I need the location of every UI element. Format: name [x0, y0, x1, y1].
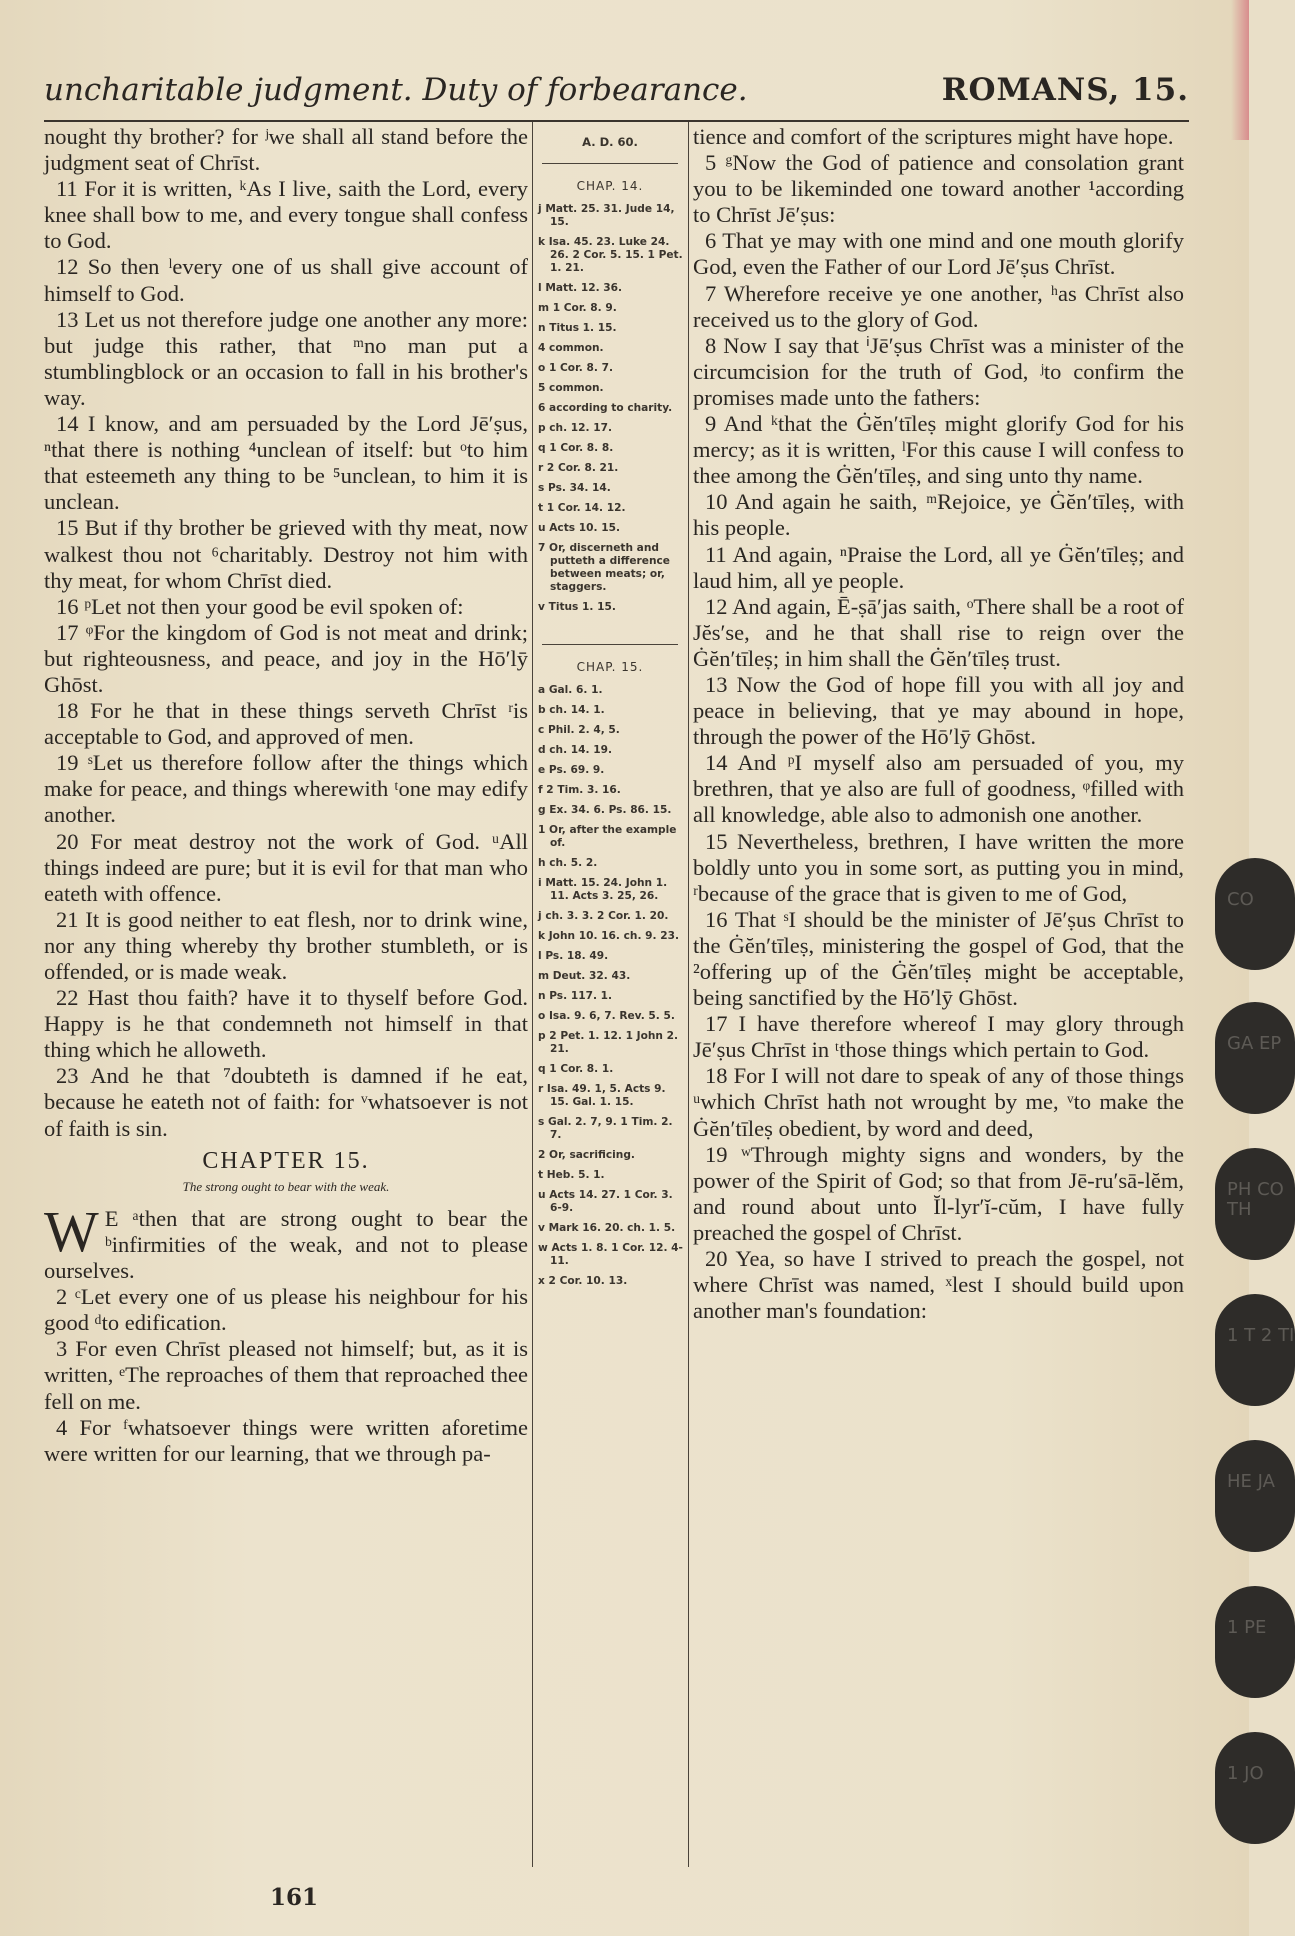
- chapter-14-references: [536, 203, 684, 614]
- verse: 12 So then ˡevery one of us shall give account of himself to God.: [44, 254, 528, 306]
- cross-reference: l Matt. 12. 36.: [538, 282, 623, 294]
- verse: 14 I know, and am persuaded by the Lord Jē′ṣus, ⁿthat there is nothing ⁴unclean of itself: but ᵒto him that esteemeth any thing to be ⁵unclean, to him it is unclean.: [44, 411, 528, 515]
- cross-reference: w Acts 1. 8. 1 Cor. 12. 4-11.: [538, 1242, 683, 1267]
- page-number: 161: [270, 1884, 319, 1911]
- verse: 18 For he that in these things serveth Chrīst ʳis acceptable to God, and approved of men.: [44, 698, 528, 750]
- cross-reference: k Isa. 45. 23. Luke 24. 26. 2 Cor. 5. 15. 1 Pet. 1. 21.: [538, 236, 683, 274]
- cross-reference: m 1 Cor. 8. 9.: [538, 302, 617, 314]
- cross-reference: e Ps. 69. 9.: [538, 764, 605, 776]
- verse: 2 ᶜLet every one of us please his neighbour for his good ᵈto edification.: [44, 1284, 528, 1336]
- thumb-tab-label: 1 JO: [1227, 1763, 1264, 1784]
- verse: 19 ʷThrough mighty signs and wonders, by the power of the Spirit of God; so that from Jē-ru′sā-lĕm, and round about unto Ĭl-lyr′ĭ-cŭm, I have fully preached the gospel of Chrīst.: [693, 1141, 1184, 1245]
- cross-reference: 2 Or, sacrificing.: [538, 1149, 635, 1161]
- column-divider-left: [532, 122, 533, 1867]
- cross-reference: t 1 Cor. 14. 12.: [538, 502, 626, 514]
- thumb-tab-label: 1 T 2 TI: [1227, 1325, 1295, 1346]
- verse: 17 I have therefore whereof I may glory through Jē′ṣus Chrīst in ᵗthose things which pertain to God.: [693, 1011, 1184, 1063]
- header-book-chapter: ROMANS, 15.: [941, 72, 1189, 108]
- verse: 21 It is good neither to eat flesh, nor to drink wine, nor any thing whereby thy brother stumbleth, or is offended, or is made weak.: [44, 906, 528, 984]
- cross-reference: s Ps. 34. 14.: [538, 482, 611, 494]
- reference-chapter-label: CHAP. 14.: [576, 179, 644, 193]
- verse: 5 ᵍNow the God of patience and consolation grant you to be likeminded one toward another ¹according to Chrīst Jē′ṣus:: [693, 150, 1184, 228]
- verse: 16 That ˢI should be the minister of Jē′ṣus Chrīst to the Ġĕn′tīleṣ, ministering the gospel of God, that the ²offering up of the Ġĕn′tīleṣ might be acceptable, being sanctified by the Hō′lȳ Ghōst.: [693, 906, 1184, 1011]
- running-header: [44, 72, 1189, 118]
- thumb-tab-label: GA EP: [1227, 1033, 1282, 1054]
- thumb-index-tab[interactable]: [1215, 1148, 1295, 1260]
- verse: nought thy brother? for ʲwe shall all stand before the judgment seat of Chrīst.: [44, 124, 528, 176]
- verse: 19 ˢLet us therefore follow after the things which make for peace, and things wherewith ᵗone may edify another.: [44, 750, 528, 828]
- verse: 16 ᵖLet not then your good be evil spoken of:: [56, 593, 464, 619]
- cross-reference: d ch. 14. 19.: [538, 744, 613, 756]
- reference-chapter-label: CHAP. 15.: [576, 660, 644, 674]
- cross-reference: v Mark 16. 20. ch. 1. 5.: [538, 1222, 676, 1234]
- cross-reference: h ch. 5. 2.: [538, 857, 598, 869]
- cross-reference: u Acts 10. 15.: [538, 522, 620, 534]
- thumb-index-tab[interactable]: [1215, 858, 1295, 970]
- header-topic: uncharitable judgment. Duty of forbearance.: [44, 72, 748, 108]
- cross-reference: n Ps. 117. 1.: [538, 990, 613, 1002]
- verse: 9 And ᵏthat the Ġĕn′tīleṣ might glorify God for his mercy; as it is written, ˡFor this cause I will confess to thee among the Ġĕn′tīleṣ, and sing unto thy name.: [693, 411, 1184, 489]
- cross-reference: j ch. 3. 3. 2 Cor. 1. 20.: [538, 910, 669, 922]
- cross-reference: a Gal. 6. 1.: [538, 684, 603, 696]
- thumb-index-tab[interactable]: [1215, 1440, 1295, 1552]
- cross-reference: u Acts 14. 27. 1 Cor. 3. 6-9.: [538, 1189, 673, 1214]
- cross-reference: s Gal. 2. 7, 9. 1 Tim. 2. 7.: [538, 1116, 673, 1141]
- thumb-index-tab[interactable]: [1215, 1294, 1295, 1406]
- cross-reference: 5 common.: [538, 382, 604, 394]
- verse: 4 For ᶠwhatsoever things were written aforetime were written for our learning, that we through pa-: [44, 1414, 528, 1466]
- cross-reference: 4 common.: [538, 342, 604, 354]
- cross-reference: l Ps. 18. 49.: [538, 950, 609, 962]
- cross-reference: i Matt. 15. 24. John 1. 11. Acts 3. 25, 26.: [538, 877, 668, 902]
- cross-reference: q 1 Cor. 8. 1.: [538, 1063, 614, 1075]
- verse: 15 But if thy brother be grieved with thy meat, now walkest thou not ⁶charitably. Destroy not him with thy meat, for whom Chrīst died.: [44, 515, 528, 593]
- cross-reference: o 1 Cor. 8. 7.: [538, 362, 613, 374]
- cross-reference: 7 Or, discerneth and putteth a difference between meats; or, staggers.: [538, 542, 670, 593]
- cross-reference: m Deut. 32. 43.: [538, 970, 631, 982]
- thumb-tab-label: 1 PE: [1227, 1617, 1267, 1638]
- cross-reference: c Phil. 2. 4, 5.: [538, 724, 620, 736]
- right-text-column: [693, 124, 1184, 1864]
- cross-reference: g Ex. 34. 6. Ps. 86. 15.: [538, 804, 672, 816]
- thumb-index-tab[interactable]: [1215, 1732, 1295, 1844]
- column-divider-right: [688, 122, 689, 1867]
- cross-reference: b ch. 14. 1.: [538, 704, 605, 716]
- cross-reference: o Isa. 9. 6, 7. Rev. 5. 5.: [538, 1010, 675, 1022]
- thumb-tab-label: CO: [1227, 889, 1254, 910]
- verse: 13 Now the God of hope fill you with all joy and peace in believing, that ye may abound in hope, through the power of the Hō′lȳ Ghōst.: [693, 671, 1184, 750]
- cross-reference: x 2 Cor. 10. 13.: [538, 1275, 628, 1287]
- cross-reference: n Titus 1. 15.: [538, 322, 617, 334]
- cross-reference: 1 Or, after the example of.: [538, 824, 677, 849]
- cross-reference: p 2 Pet. 1. 12. 1 John 2. 21.: [538, 1030, 679, 1055]
- reference-rule: [542, 644, 678, 645]
- left-text-column: [44, 124, 528, 1870]
- reference-rule: [542, 163, 678, 164]
- page-edge-stain: [1231, 0, 1249, 140]
- verse: 11 And again, ⁿPraise the Lord, all ye Ġĕn′tīleṣ; and laud him, all ye people.: [693, 541, 1184, 593]
- cross-reference: t Heb. 5. 1.: [538, 1169, 605, 1181]
- cross-reference: j Matt. 25. 31. Jude 14, 15.: [538, 203, 675, 228]
- verse: 18 For I will not dare to speak of any of those things ᵘwhich Chrīst hath not wrought by me, ᵛto make the Ġĕn′tīleṣ obedient, by word and deed,: [693, 1063, 1184, 1141]
- verse: tience and comfort of the scriptures might have hope.: [693, 124, 1174, 149]
- thumb-tab-label: HE JA: [1227, 1471, 1275, 1492]
- verse: 6 That ye may with one mind and one mouth glorify God, even the Father of our Lord Jē′ṣus Chrīst.: [693, 228, 1184, 280]
- drop-cap: W: [44, 1198, 99, 1264]
- header-rule: [44, 120, 1189, 122]
- verse: 15 Nevertheless, brethren, I have written the more boldly unto you in some sort, as putting you in mind, ʳbecause of the grace that is given to me of God,: [693, 828, 1184, 906]
- thumb-index-tab[interactable]: [1215, 1586, 1295, 1698]
- chapter-15-references: [536, 684, 684, 1288]
- cross-reference: q 1 Cor. 8. 8.: [538, 442, 614, 454]
- verse: 20 For meat destroy not the work of God. ᵘAll things indeed are pure; but it is evil for that man who eateth with offence.: [44, 828, 528, 906]
- verse: 8 Now I say that ⁱJē′ṣus Chrīst was a minister of the circumcision for the truth of God, ʲto confirm the promises made unto the fathers:: [693, 332, 1184, 410]
- verse: 3 For even Chrīst pleased not himself; but, as it is written, ᵉThe reproaches of them that reproached thee fell on me.: [44, 1336, 528, 1414]
- verse: 12 And again, Ē-ṣā′jas saith, ᵒThere shall be a root of Jĕs′se, and he that shall rise to reign over the Ġĕn′tīleṣ; in him shall the Ġĕn′tīleṣ trust.: [693, 593, 1184, 671]
- cross-reference: 6 according to charity.: [538, 402, 673, 414]
- chapter-heading: CHAPTER 15.: [202, 1147, 370, 1174]
- verse: 17 ᵠFor the kingdom of God is not meat and drink; but righteousness, and peace, and joy in the Hō′lȳ Ghōst.: [44, 619, 528, 697]
- cross-reference: v Titus 1. 15.: [538, 601, 616, 613]
- verse: 10 And again he saith, ᵐRejoice, ye Ġĕn′tīleṣ, with his people.: [693, 489, 1184, 541]
- year-marker: A. D. 60.: [582, 135, 638, 149]
- cross-reference: p ch. 12. 17.: [538, 422, 613, 434]
- verse: 7 Wherefore receive ye one another, ʰas Chrīst also received us to the glory of God.: [693, 280, 1184, 332]
- verse: 22 Hast thou faith? have it to thyself before God. Happy is he that condemneth not himself in that thing which he alloweth.: [44, 985, 528, 1063]
- thumb-tab-label: PH CO TH: [1227, 1179, 1284, 1220]
- chapter-first-verse: [44, 1198, 528, 1284]
- cross-reference: f 2 Tim. 3. 16.: [538, 784, 621, 796]
- first-verse-text: E ᵃthen that are strong ought to bear the ᵇinfirmities of the weak, and not to please ourselves.: [44, 1205, 528, 1284]
- thumb-index-tab[interactable]: [1215, 1002, 1295, 1114]
- verse: 13 Let us not therefore judge one another any more: but judge this rather, that ᵐno man put a stumblingblock or an occasion to fall in his brother's way.: [44, 306, 528, 410]
- chapter-summary: The strong ought to bear with the weak.: [182, 1178, 390, 1194]
- verse: 23 And he that ⁷doubteth is damned if he eat, because he eateth not of faith: for ᵛwhatsoever is not of faith is sin.: [44, 1063, 528, 1141]
- cross-reference: r Isa. 49. 1, 5. Acts 9. 15. Gal. 1. 15.: [538, 1083, 666, 1108]
- cross-reference-column: [536, 124, 684, 1864]
- verse: 11 For it is written, ᵏAs I live, saith the Lord, every knee shall bow to me, and every tongue shall confess to God.: [44, 176, 528, 254]
- cross-reference: k John 10. 16. ch. 9. 23.: [538, 930, 680, 942]
- cross-reference: r 2 Cor. 8. 21.: [538, 462, 619, 474]
- verse: 20 Yea, so have I strived to preach the gospel, not where Chrīst was named, ˣlest I should build upon another man's foundation:: [693, 1246, 1184, 1324]
- verse: 14 And ᵖI myself also am persuaded of you, my brethren, that ye also are full of goodness, ᵠfilled with all knowledge, able also to admonish one another.: [693, 750, 1184, 828]
